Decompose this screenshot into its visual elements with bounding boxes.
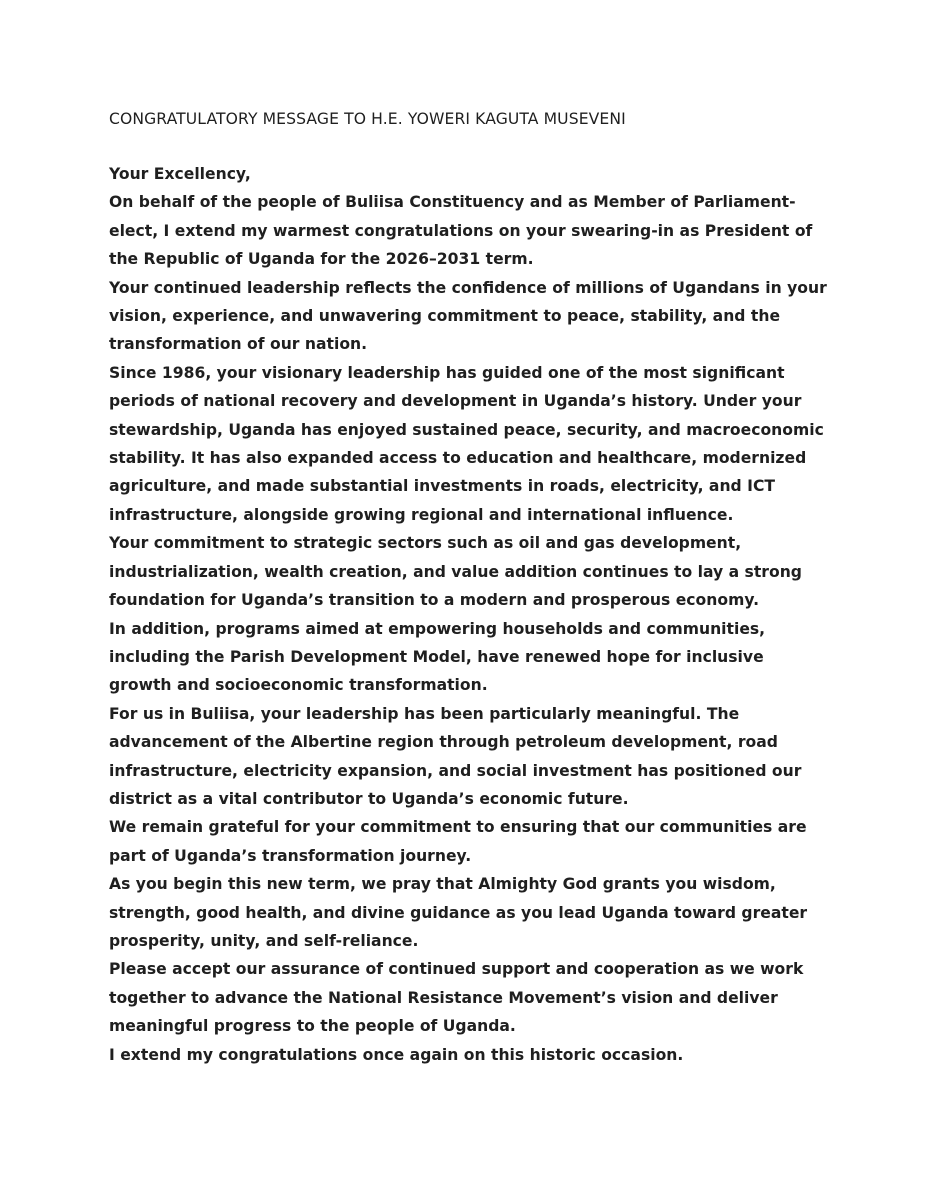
paragraph-closing: I extend my congratulations once again on this historic occasion. bbox=[109, 1045, 684, 1064]
salutation: Your Excellency, bbox=[109, 165, 251, 183]
paragraph-programs: In addition, programs aimed at empowering households and communities, including the Parish Development Model, have renewed hope for inclusive growth and socioeconomic transformation. bbox=[109, 619, 766, 695]
paragraph-congratulations: On behalf of the people of Buliisa Constituency and as Member of Parliament-elect, I extend my warmest congratulations on your swearing-in as President of the Republic of Uganda for the 2026–2031 term. bbox=[109, 193, 813, 269]
paragraph-confidence: Your continued leadership reflects the confidence of millions of Ugandans in your vision, experience, and unwavering commitment to peace, stability, and the transformation of our nation. bbox=[109, 278, 827, 354]
letter-body bbox=[109, 160, 829, 1069]
paragraph-history: Since 1986, your visionary leadership has guided one of the most significant periods of national recovery and development in Uganda’s history. Under your stewardship, Uganda has enjoyed sustained peace, security, and macroeconomic stability. It has also expanded access to education and healthcare, modernized agriculture, and made substantial investments in roads, electricity, and ICT infrastructure, alongside growing regional and international influence. bbox=[109, 363, 824, 524]
paragraph-gratitude: We remain grateful for your commitment to ensuring that our communities are part of Uganda’s transformation journey. bbox=[109, 818, 807, 865]
paragraph-support: Please accept our assurance of continued support and cooperation as we work together to advance the National Resistance Movement’s vision and deliver meaningful progress to the people of Uganda. bbox=[109, 960, 804, 1036]
paragraph-buliisa: For us in Buliisa, your leadership has been particularly meaningful. The advancement of the Albertine region through petroleum development, road infrastructure, electricity expansion, and social investment has positioned our district as a vital contributor to Uganda’s economic future. bbox=[109, 704, 802, 808]
letter-content bbox=[109, 106, 829, 1069]
document-title: CONGRATULATORY MESSAGE TO H.E. YOWERI KAGUTA MUSEVENI bbox=[109, 110, 626, 128]
paragraph-strategic-sectors: Your commitment to strategic sectors such as oil and gas development, industrialization, wealth creation, and value addition continues to lay a strong foundation for Uganda’s transition to a modern and prosperous economy. bbox=[109, 534, 802, 610]
paragraph-prayer: As you begin this new term, we pray that Almighty God grants you wisdom, strength, good health, and divine guidance as you lead Uganda toward greater prosperity, unity, and self-reliance. bbox=[109, 875, 808, 950]
